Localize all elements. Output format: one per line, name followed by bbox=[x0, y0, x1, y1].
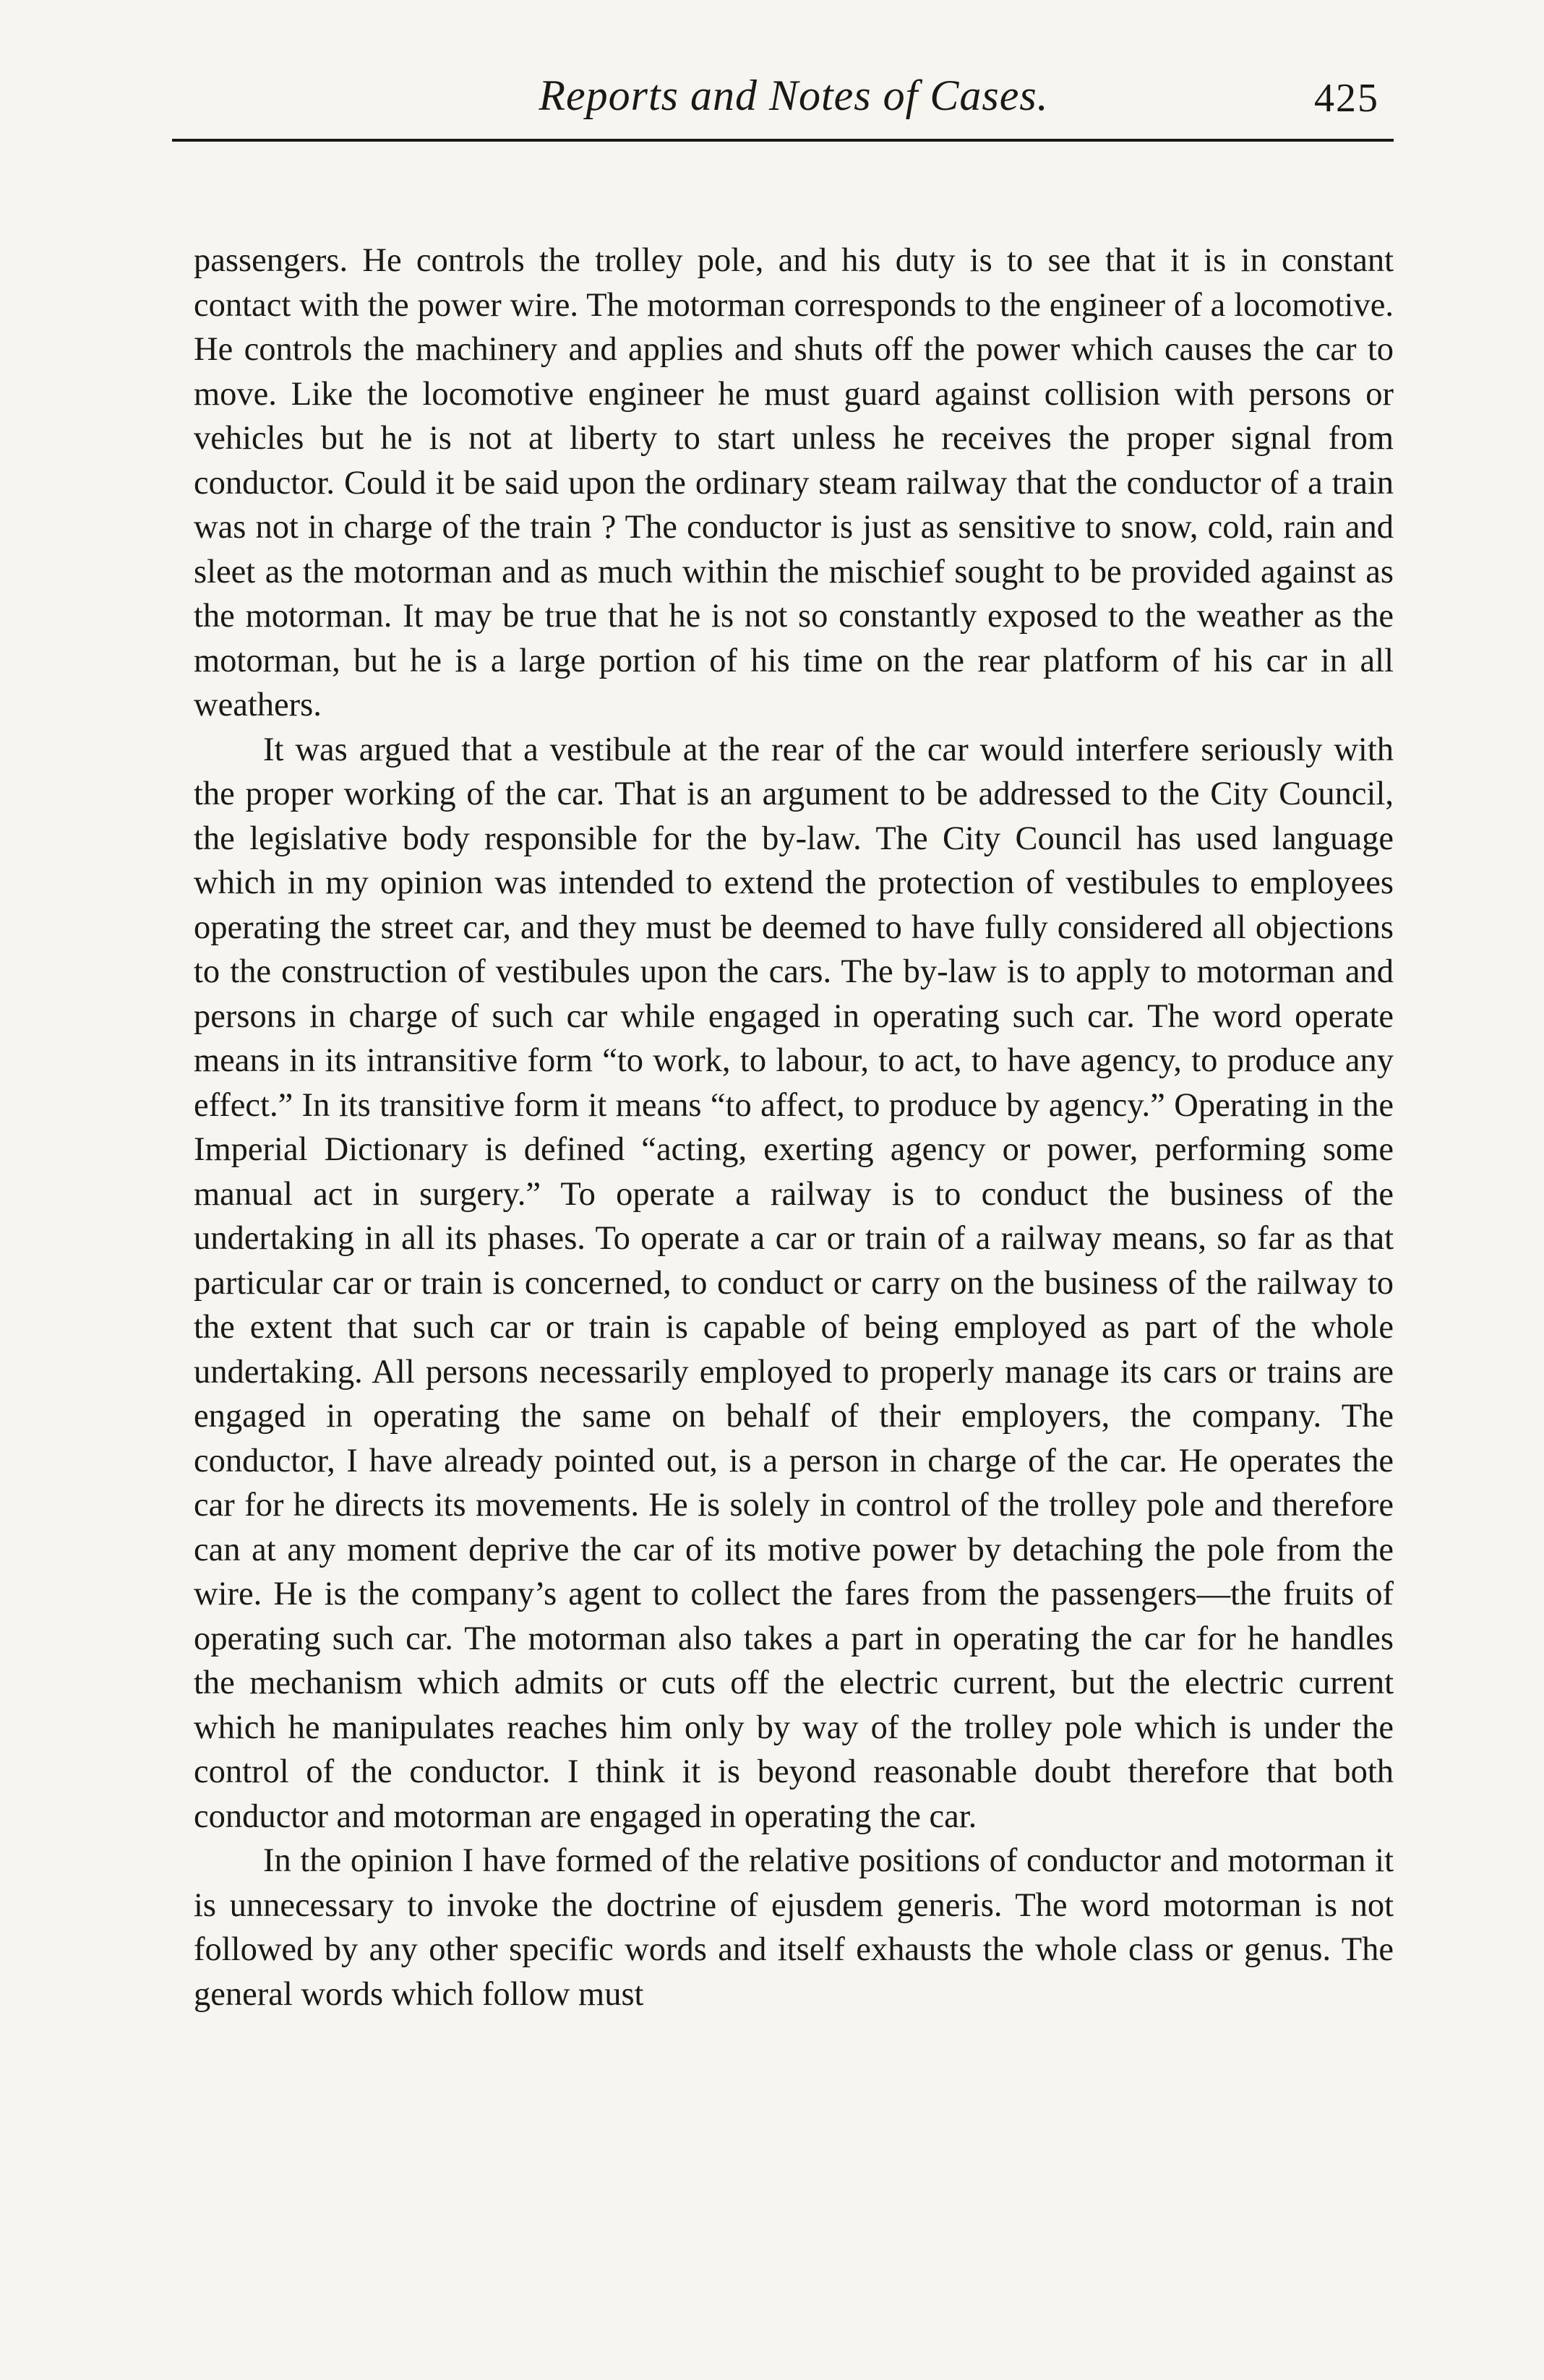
paragraph: In the opinion I have formed of the relative positions of conductor and motorman it is unnecessary to invoke the doctrine of ejusdem generis. The word motorman is not followed by any other specific words and itself exhausts the whole class or genus. The general words which follow must bbox=[194, 1842, 1394, 2013]
body-text bbox=[194, 239, 1394, 2016]
paragraph: passengers. He controls the trolley pole, and his duty is to see that it is in constant contact with the power wire. The motorman corresponds to the engineer of a locomotive. He controls the machinery and applies and shuts off the power which causes the car to move. Like the locomotive engineer he must guard against collision with persons or vehicles but he is not at liberty to start unless he receives the proper signal from conductor. Could it be said upon the ordinary steam railway that the conductor of a train was not in charge of the train ? The conductor is just as sensitive to snow, cold, rain and sleet as the motorman and as much within the mischief sought to be provided against as the motorman. It may be true that he is not so constantly exposed to the weather as the motorman, but he is a large portion of his time on the rear platform of his car in all weathers. bbox=[194, 242, 1394, 723]
paragraph: It was argued that a vestibule at the rear of the car would interfere seriously with the proper working of the car. That is an argument to be addressed to the City Council, the legislative body responsible for the by-law. The City Council has used language which in my opinion was intended to extend the protection of vestibules to employees operating the street car, and they must be deemed to have fully considered all objections to the construction of vestibules upon the cars. The by-law is to apply to motorman and persons in charge of such car while engaged in operating such car. The word operate means in its intransitive form “to work, to labour, to act, to have agency, to produce any effect.” In its transitive form it means “to affect, to produce by agency.” Operating in the Imperial Dictionary is defined “acting, exerting agency or power, performing some manual act in surgery.” To operate a railway is to conduct the business of the undertaking in all its phases. To operate a car or train of a railway means, so far as that particular car or train is concerned, to conduct or carry on the business of the railway to the extent that such car or train is capable of being employed as part of the whole undertaking. All persons necessarily employed to properly manage its cars or trains are engaged in operating the same on behalf of their employers, the company. The conductor, I have already pointed out, is a person in charge of the car. He operates the car for he directs its movements. He is solely in control of the trolley pole and therefore can at any moment deprive the car of its motive power by detaching the pole from the wire. He is the company’s agent to collect the fares from the passengers—the fruits of operating such car. The motorman also takes a part in operating the car for he handles the mechanism which admits or cuts off the electric current, but the electric current which he manipulates reaches him only by way of the trolley pole which is under the control of the conductor. I think it is beyond reasonable doubt therefore that both conductor and motorman are engaged in operating the car. bbox=[194, 731, 1394, 1835]
running-head bbox=[194, 58, 1394, 145]
running-title: Reports and Notes of Cases. bbox=[539, 72, 1049, 119]
page bbox=[194, 58, 1394, 2016]
page-number: 425 bbox=[1314, 76, 1379, 121]
header-rule bbox=[172, 139, 1394, 142]
